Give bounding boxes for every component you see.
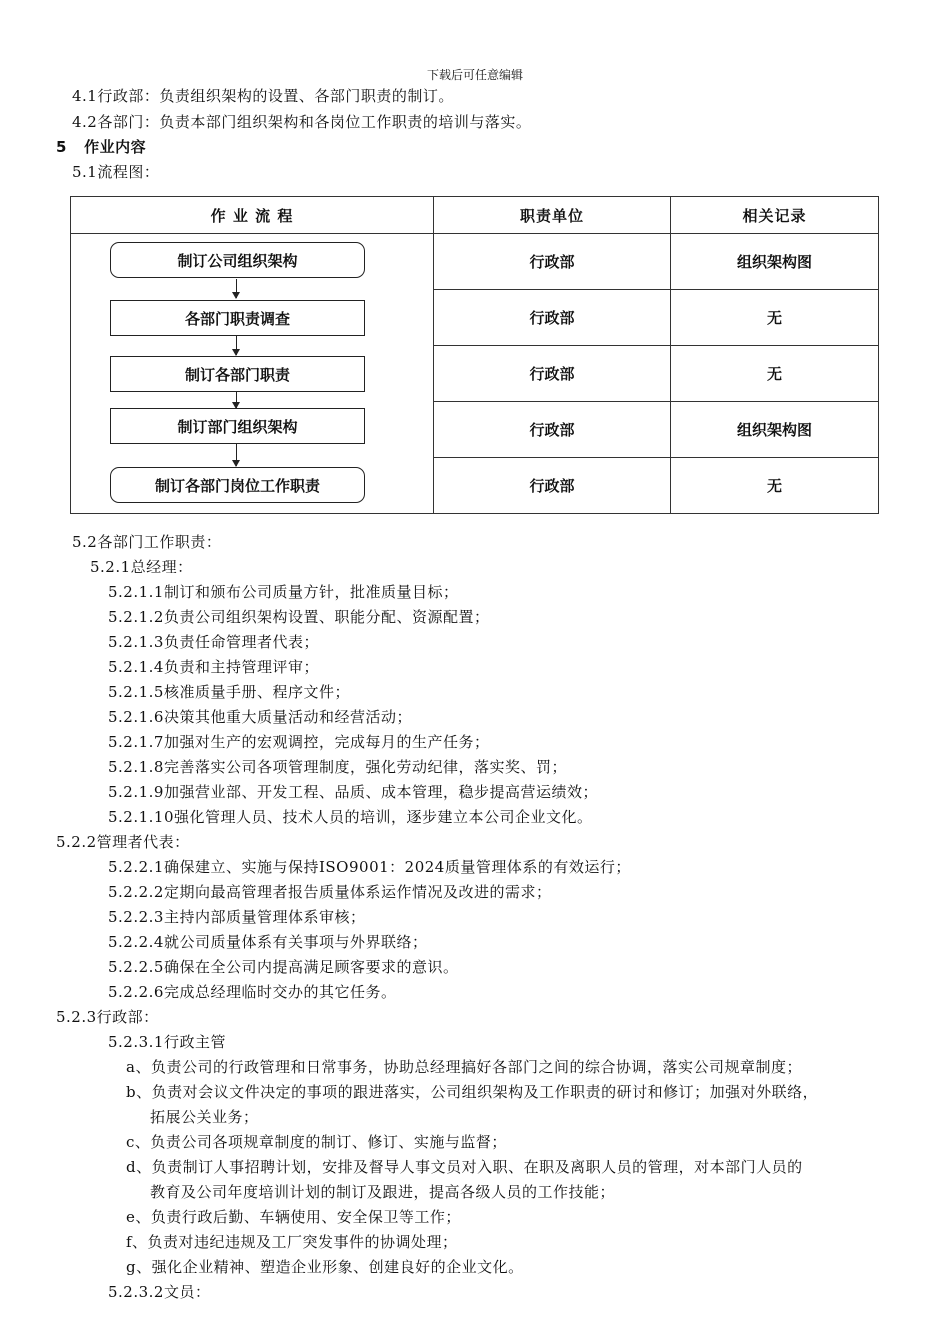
unit-cell: 行政部 [434, 234, 671, 290]
flow-arrow [236, 336, 237, 355]
gm-item: 5.2.1.6决策其他重大质量活动和经营活动； [108, 708, 412, 726]
flow-arrow [236, 279, 237, 298]
section-title: 作业内容 [84, 138, 147, 156]
record-cell: 组织架构图 [671, 234, 879, 290]
flow-step-2: 各部门职责调查 [110, 300, 365, 336]
admin-duty-line: e、负责行政后勤、车辆使用、安全保卫等工作； [126, 1208, 461, 1226]
admin-duty-line: c、负责公司各项规章制度的制订、修订、实施与监督； [126, 1133, 507, 1151]
flow-step-3: 制订各部门职责 [110, 356, 365, 392]
duties-title: 5.2各部门工作职责： [72, 533, 222, 551]
header-flow: 作 业 流 程 [71, 197, 434, 234]
admin-duty-line: d、负责制订人事招聘计划，安排及督导人事文员对入职、在职及离职人员的管理，对本部门人员的 [126, 1158, 803, 1176]
record-cell: 无 [671, 458, 879, 514]
unit-cell: 行政部 [434, 458, 671, 514]
flow-step-4: 制订部门组织架构 [110, 408, 365, 444]
admin-duty-line: 拓展公关业务； [150, 1108, 259, 1126]
record-cell: 组织架构图 [671, 402, 879, 458]
flow-arrow [236, 444, 237, 466]
rep-title: 5.2.2管理者代表： [56, 833, 190, 851]
admin-duty-line: f、负责对违纪违规及工厂突发事件的协调处理； [126, 1233, 458, 1251]
gm-item: 5.2.1.1制订和颁布公司质量方针，批准质量目标； [108, 583, 459, 601]
admin-supervisor-title: 5.2.3.1行政主管 [108, 1033, 226, 1051]
admin-title: 5.2.3行政部： [56, 1008, 159, 1026]
intro-line-4-1: 4.1行政部：负责组织架构的设置、各部门职责的制订。 [72, 87, 454, 105]
header-unit: 职责单位 [434, 197, 671, 234]
flow-table [70, 196, 879, 514]
section-number: 5 [56, 138, 67, 156]
rep-item: 5.2.2.2定期向最高管理者报告质量体系运作情况及改进的需求； [108, 883, 552, 901]
record-cell: 无 [671, 290, 879, 346]
page-header: 下载后可任意编辑 [426, 68, 523, 82]
gm-item: 5.2.1.10强化管理人员、技术人员的培训，逐步建立本公司企业文化。 [108, 808, 593, 826]
flow-label: 5.1流程图： [72, 163, 160, 181]
admin-duty-line: b、负责对会议文件决定的事项的跟进落实，公司组织架构及工作职责的研讨和修订；加强对外联络， [126, 1083, 819, 1101]
admin-clerk-title: 5.2.3.2文员： [108, 1283, 211, 1301]
admin-duty-line: a、负责公司的行政管理和日常事务，协助总经理搞好各部门之间的综合协调，落实公司规章制度； [126, 1058, 802, 1076]
gm-item: 5.2.1.5核准质量手册、程序文件； [108, 683, 350, 701]
gm-item: 5.2.1.7加强对生产的宏观调控，完成每月的生产任务； [108, 733, 490, 751]
rep-item: 5.2.2.4就公司质量体系有关事项与外界联络； [108, 933, 428, 951]
gm-item: 5.2.1.2负责公司组织架构设置、职能分配、资源配置； [108, 608, 490, 626]
admin-duty-line: g、强化企业精神、塑造企业形象、创建良好的企业文化。 [126, 1258, 524, 1276]
section-heading [56, 137, 146, 157]
unit-cell: 行政部 [434, 346, 671, 402]
unit-cell: 行政部 [434, 402, 671, 458]
rep-item: 5.2.2.3主持内部质量管理体系审核； [108, 908, 366, 926]
gm-title: 5.2.1总经理： [90, 558, 193, 576]
flow-arrow [236, 392, 237, 408]
gm-item: 5.2.1.3负责任命管理者代表； [108, 633, 319, 651]
header-record: 相关记录 [671, 197, 879, 234]
gm-item: 5.2.1.8完善落实公司各项管理制度，强化劳动纪律，落实奖、罚； [108, 758, 567, 776]
rep-item: 5.2.2.5确保在全公司内提高满足顾客要求的意识。 [108, 958, 459, 976]
gm-item: 5.2.1.4负责和主持管理评审； [108, 658, 319, 676]
flowchart-cell [71, 234, 434, 514]
gm-item: 5.2.1.9加强营业部、开发工程、品质、成本管理，稳步提高营运绩效； [108, 783, 598, 801]
flow-step-5: 制订各部门岗位工作职责 [110, 467, 365, 503]
unit-cell: 行政部 [434, 290, 671, 346]
rep-item: 5.2.2.6完成总经理临时交办的其它任务。 [108, 983, 397, 1001]
rep-item: 5.2.2.1确保建立、实施与保持ISO9001：2024质量管理体系的有效运行； [108, 858, 631, 876]
admin-duty-line: 教育及公司年度培训计划的制订及跟进，提高各级人员的工作技能； [150, 1183, 616, 1201]
record-cell: 无 [671, 346, 879, 402]
flow-step-1: 制订公司组织架构 [110, 242, 365, 278]
intro-line-4-2: 4.2各部门：负责本部门组织架构和各岗位工作职责的培训与落实。 [72, 113, 532, 131]
